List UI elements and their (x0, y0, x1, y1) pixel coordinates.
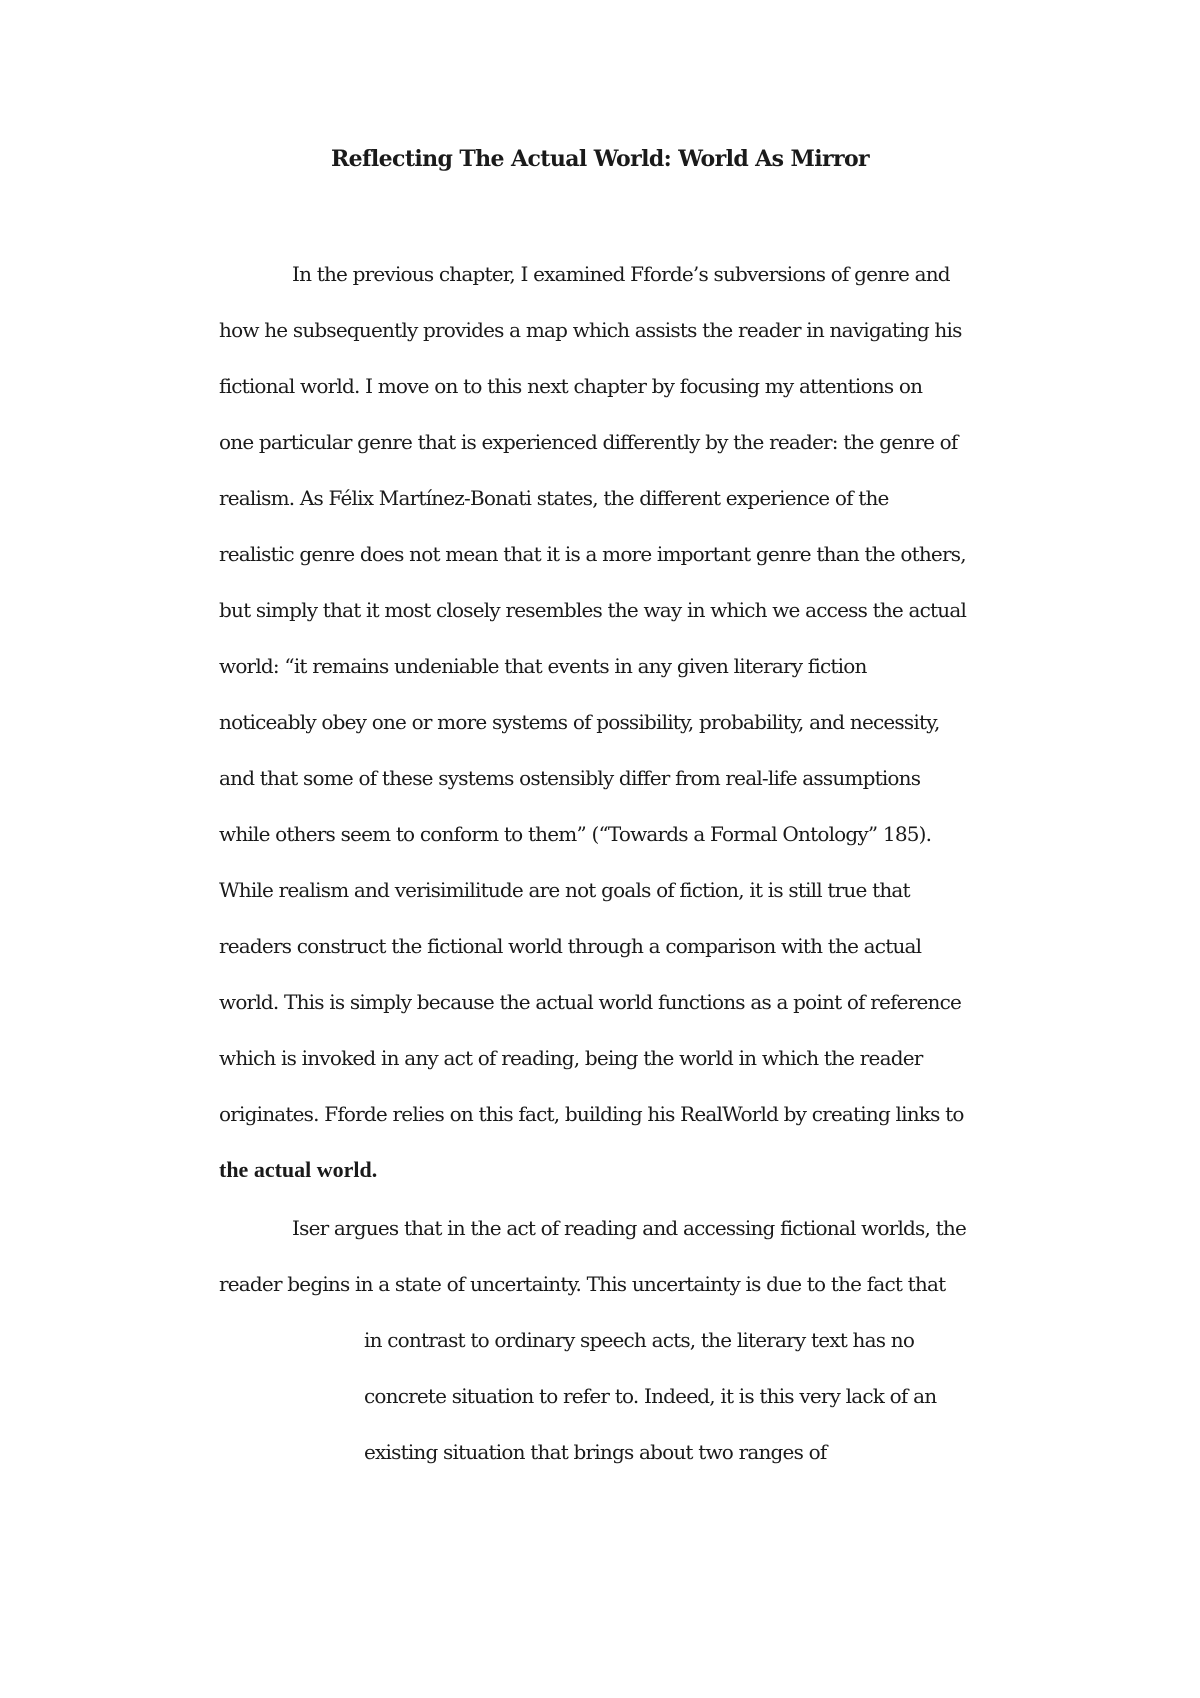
paragraph-line: reader begins in a state of uncertainty. This uncertainty is due to the fact that (219, 1272, 946, 1296)
paragraph-line: noticeably obey one or more systems of possibility, probability, and necessity, (219, 710, 940, 734)
paragraph-line: which is invoked in any act of reading, being the world in which the reader (219, 1046, 923, 1070)
paragraph-line: one particular genre that is experienced differently by the reader: the genre of (219, 430, 958, 454)
paragraph-line: realism. As Félix Martínez-Bonati states, the different experience of the (219, 486, 889, 510)
paragraph-line: While realism and verisimilitude are not goals of fiction, it is still true that (219, 878, 910, 902)
paragraph-line: but simply that it most closely resembles the way in which we access the actual (219, 598, 967, 622)
paragraph-line: In the previous chapter, I examined Fforde’s subversions of genre and (292, 262, 950, 286)
paragraph-line-bold: the actual world. (219, 1157, 378, 1182)
paragraph-line: originates. Fforde relies on this fact, building his RealWorld by creating links to (219, 1102, 964, 1126)
paragraph-line: Iser argues that in the act of reading and accessing fictional worlds, the (292, 1216, 966, 1240)
document-title: Reflecting The Actual World: World As Mirror (330, 146, 870, 172)
paragraph-line: and that some of these systems ostensibly differ from real-life assumptions (219, 766, 921, 790)
paragraph-line: realistic genre does not mean that it is a more important genre than the others, (219, 542, 966, 566)
paragraph-line: how he subsequently provides a map which assists the reader in navigating his (219, 318, 962, 342)
block-quote-line: concrete situation to refer to. Indeed, it is this very lack of an (364, 1384, 937, 1408)
paragraph-line: world: “it remains undeniable that events in any given literary fiction (219, 654, 867, 678)
paragraph-line: while others seem to conform to them” (“Towards a Formal Ontology” 185). (219, 822, 932, 846)
paragraph-line: fictional world. I move on to this next chapter by focusing my attentions on (219, 374, 923, 398)
block-quote-line: existing situation that brings about two ranges of (364, 1440, 827, 1464)
block-quote-line: in contrast to ordinary speech acts, the literary text has no (364, 1328, 915, 1352)
paragraph-line: world. This is simply because the actual world functions as a point of reference (219, 990, 962, 1014)
paragraph-line: readers construct the fictional world through a comparison with the actual (219, 934, 922, 958)
